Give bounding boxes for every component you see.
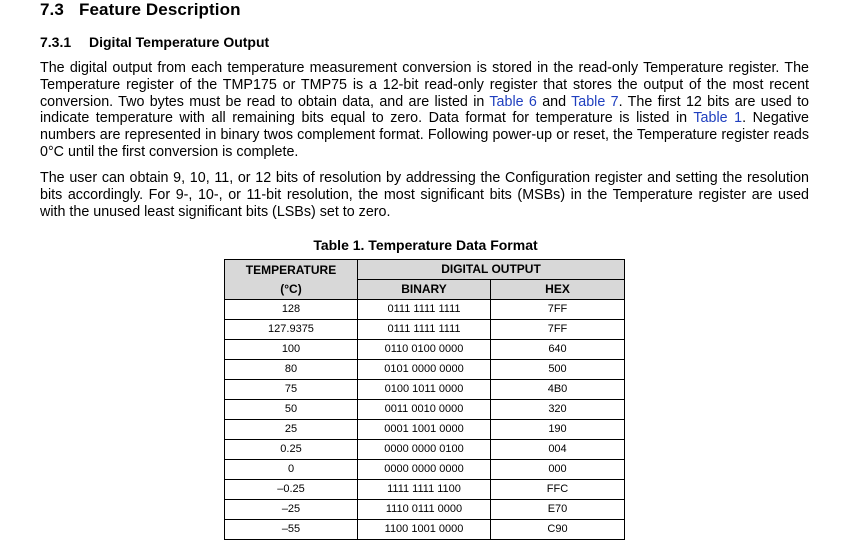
paragraph-temperature-register: [40, 60, 809, 161]
section-title: Feature Description: [79, 0, 241, 19]
header-binary: BINARY: [358, 280, 491, 300]
cell-temperature: 80: [225, 360, 358, 380]
cell-temperature: 100: [225, 340, 358, 360]
table-row: [225, 300, 625, 320]
link-table-1[interactable]: Table 1: [693, 110, 743, 127]
cell-hex: FFC: [491, 480, 625, 500]
cell-temperature: –25: [225, 500, 358, 520]
cell-binary: 0000 0000 0100: [358, 440, 491, 460]
temperature-data-table: [224, 259, 625, 540]
cell-temperature: 0: [225, 460, 358, 480]
cell-binary: 1110 0111 0000: [358, 500, 491, 520]
link-table-7[interactable]: Table 7: [571, 93, 619, 110]
cell-binary: 0000 0000 0000: [358, 460, 491, 480]
cell-binary: 0101 0000 0000: [358, 360, 491, 380]
paragraph-text: and: [536, 93, 572, 110]
cell-binary: 0110 0100 0000: [358, 340, 491, 360]
paragraph-text: The digital output from each temperature measurement conversion is stored in the read-only Temperature register. The Temperature register of the TMP175 or TMP75 is a 12-bit read-only register that stores the output of the most recent conversion. Two bytes must be read to obtain data, and are listed in: [40, 60, 809, 110]
cell-hex: 4B0: [491, 380, 625, 400]
table-row: [225, 340, 625, 360]
link-table-6[interactable]: Table 6: [489, 93, 537, 110]
cell-hex: 190: [491, 420, 625, 440]
cell-binary: 1111 1111 1100: [358, 480, 491, 500]
subsection-title: Digital Temperature Output: [89, 34, 270, 50]
table-row: [225, 460, 625, 480]
table-row: [225, 480, 625, 500]
cell-temperature: 25: [225, 420, 358, 440]
table-row: [225, 380, 625, 400]
section-number: 7.3: [40, 0, 64, 19]
cell-binary: 0111 1111 1111: [358, 320, 491, 340]
cell-hex: 640: [491, 340, 625, 360]
table-caption: Table 1. Temperature Data Format: [313, 237, 538, 253]
cell-temperature: 128: [225, 300, 358, 320]
header-digital-output: DIGITAL OUTPUT: [358, 260, 625, 280]
cell-hex: 000: [491, 460, 625, 480]
cell-temperature: 75: [225, 380, 358, 400]
paragraph-text: . The first 12 bits are used to indicate temperature with all remaining bits equal to zero. Data format for temperature is listed in: [40, 93, 809, 127]
table-row: [225, 440, 625, 460]
header-temperature-unit: (°C): [280, 281, 302, 296]
subsection-heading: [40, 34, 269, 50]
cell-hex: 320: [491, 400, 625, 420]
cell-hex: 004: [491, 440, 625, 460]
table-row: [225, 400, 625, 420]
header-temperature-label: TEMPERATURE: [245, 262, 337, 277]
cell-hex: E70: [491, 500, 625, 520]
table-row: [225, 520, 625, 540]
paragraph-resolution: The user can obtain 9, 10, 11, or 12 bits of resolution by addressing the Configuration register and setting the resolution bits accordingly. For 9-, 10-, or 11-bit resolution, the most significant bits (MSBs) in the Temperature register are used with the unused least significant bits (LSBs) set to zero.: [40, 170, 809, 220]
cell-binary: 0011 0010 0000: [358, 400, 491, 420]
table-row: [225, 500, 625, 520]
cell-binary: 0100 1011 0000: [358, 380, 491, 400]
cell-temperature: 50: [225, 400, 358, 420]
paragraph-text: . Negative numbers are represented in binary twos complement format. Following power-up or reset, the Temperature register reads 0°C until the first conversion is complete.: [40, 110, 809, 160]
cell-hex: 500: [491, 360, 625, 380]
header-temperature: [225, 260, 358, 300]
cell-binary: 1100 1001 0000: [358, 520, 491, 540]
cell-binary: 0001 1001 0000: [358, 420, 491, 440]
section-heading: [40, 0, 241, 20]
subsection-number: 7.3.1: [40, 34, 72, 50]
cell-temperature: –55: [225, 520, 358, 540]
header-hex: HEX: [491, 280, 625, 300]
cell-temperature: –0.25: [225, 480, 358, 500]
cell-temperature: 0.25: [225, 440, 358, 460]
table-row: [225, 360, 625, 380]
cell-hex: 7FF: [491, 320, 625, 340]
table-row: [225, 320, 625, 340]
cell-temperature: 127.9375: [225, 320, 358, 340]
cell-hex: C90: [491, 520, 625, 540]
table-row: [225, 420, 625, 440]
cell-binary: 0111 1111 1111: [358, 300, 491, 320]
cell-hex: 7FF: [491, 300, 625, 320]
